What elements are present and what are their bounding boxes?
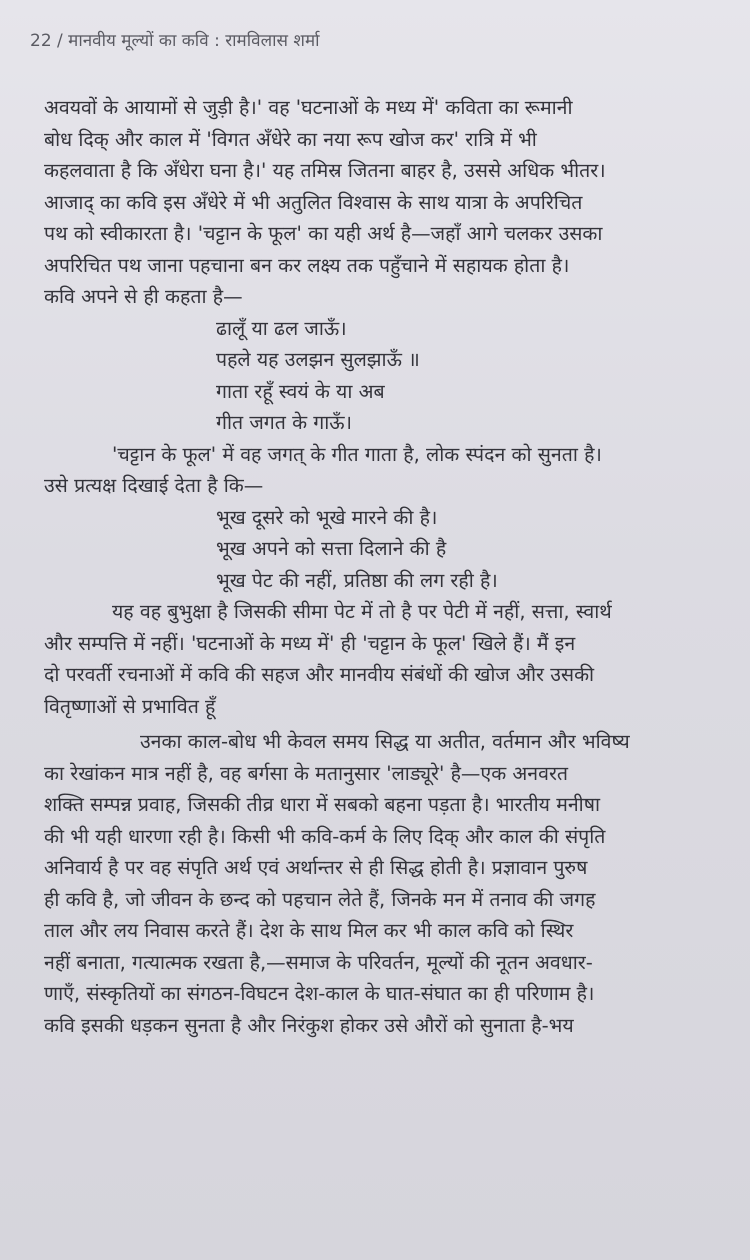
text-line: कवि अपने से ही कहता है— xyxy=(44,285,243,308)
paragraph-1 xyxy=(44,92,724,313)
text-line: ताल और लय निवास करते हैं। देश के साथ मिल कर भी काल कवि को स्थिर xyxy=(44,919,574,942)
text-line: उनका काल-बोध भी केवल समय सिद्ध या अतीत, वर्तमान और भविष्य xyxy=(140,730,630,753)
verse-line: गीत जगत के गाऊँ। xyxy=(216,411,353,434)
text-line: दो परवर्ती रचनाओं में कवि की सहज और मानवीय संबंधों की खोज और उसकी xyxy=(44,663,595,686)
text-line: 'चट्टान के फूल' में वह जगत् के गीत गाता है, लोक स्पंदन को सुनता है। xyxy=(112,442,602,466)
text-line: ही कवि है, जो जीवन के छन्द को पहचान लेते हैं, जिनके मन में तनाव की जगह xyxy=(44,887,596,911)
paragraph-4 xyxy=(44,726,724,1041)
paragraph-3 xyxy=(44,596,724,722)
text-line: यह वह बुभुक्षा है जिसकी सीमा पेट में तो है पर पेटी में नहीं, सत्ता, स्वार्थ xyxy=(112,600,612,623)
text-line: अवयवों के आयामों से जुड़ी है।' वह 'घटनाओं के मध्य में' कविता का रूमानी xyxy=(44,96,573,119)
text-line: कहलवाता है कि अँधेरा घना है।' यह तमिस्र जितना बाहर है, उससे अधिक भीतर। xyxy=(44,159,606,182)
body-text xyxy=(44,92,724,1041)
verse-line: भूख दूसरे को भूखे मारने की है। xyxy=(216,505,438,529)
text-line: उसे प्रत्यक्ष दिखाई देता है कि— xyxy=(44,474,264,497)
paragraph-2 xyxy=(44,439,724,502)
text-line: णाएँ, संस्कृतियों का संगठन-विघटन देश-काल के घात-संघात का ही परिणाम है। xyxy=(44,982,595,1005)
text-line: नहीं बनाता, गत्यात्मक रखता है,—समाज के परिवर्तन, मूल्यों की नूतन अवधार- xyxy=(44,950,593,974)
running-header: 22 / मानवीय मूल्यों का कवि : रामविलास शर्मा xyxy=(30,31,320,51)
text-line: अपरिचित पथ जाना पहचाना बन कर लक्ष्य तक पहुँचाने में सहायक होता है। xyxy=(44,253,570,277)
text-line: आजाद् का कवि इस अँधेरे में भी अतुलित विश्वास के साथ यात्रा के अपरिचित xyxy=(44,190,583,214)
verse-line: ढालूँ या ढल जाऊँ। xyxy=(216,316,347,340)
text-line: पथ को स्वीकारता है। 'चट्टान के फूल' का यही अर्थ है—जहाँ आगे चलकर उसका xyxy=(44,222,603,245)
verse-line: भूख पेट की नहीं, प्रतिष्ठा की लग रही है। xyxy=(216,568,498,592)
text-line: शक्ति सम्पन्न प्रवाह, जिसकी तीव्र धारा में सबको बहना पड़ता है। भारतीय मनीषा xyxy=(44,793,601,816)
verse-1 xyxy=(44,313,724,439)
text-line: वितृष्णाओं से प्रभावित हूँ xyxy=(44,694,216,718)
text-line: का रेखांकन मात्र नहीं है, वह बर्गसा के मतानुसार 'लाड्यूरे' है—एक अनवरत xyxy=(44,761,569,785)
verse-line: भूख अपने को सत्ता दिलाने की है xyxy=(216,537,447,560)
text-line: बोध दिक् और काल में 'विगत अँधेरे का नया रूप खोज कर' रात्रि में भी xyxy=(44,127,537,151)
text-line: और सम्पत्ति में नहीं। 'घटनाओं के मध्य में' ही 'चट्टान के फूल' खिले हैं। मैं इन xyxy=(44,631,576,655)
text-line: कवि इसकी धड़कन सुनता है और निरंकुश होकर उसे औरों को सुनाता है-भय xyxy=(44,1013,574,1037)
text-line: की भी यही धारणा रही है। किसी भी कवि-कर्म के लिए दिक् और काल की संपृति xyxy=(44,824,606,848)
verse-line: पहले यह उलझन सुलझाऊँ ॥ xyxy=(216,348,420,371)
text-line: अनिवार्य है पर वह संपृति अर्थ एवं अर्थान्तर से ही सिद्ध होती है। प्रज्ञावान पुरुष xyxy=(44,856,588,879)
verse-line: गाता रहूँ स्वयं के या अब xyxy=(216,379,385,403)
verse-2 xyxy=(44,502,724,597)
